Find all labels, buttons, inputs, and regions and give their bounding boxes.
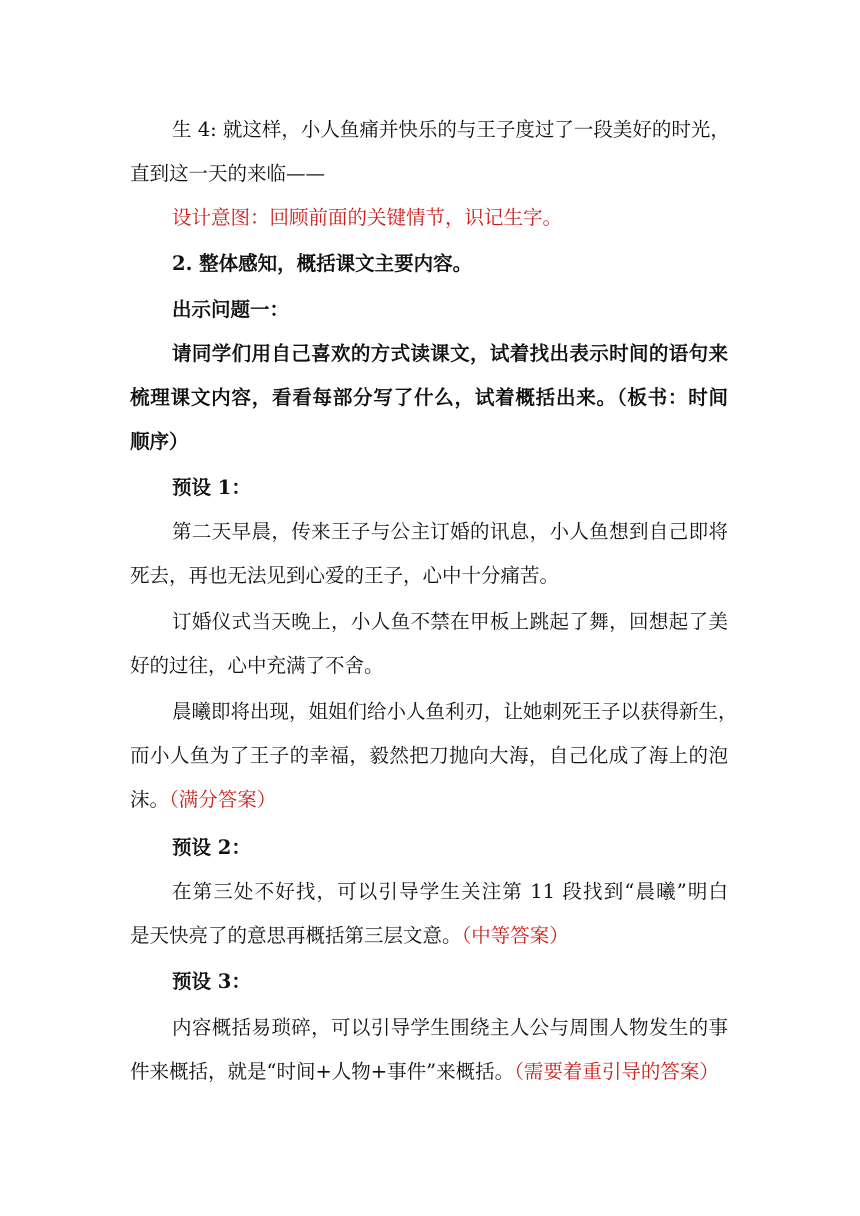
preset-three-line1: 内容概括易琐碎，可以引导学生围绕主人公与周围人物发生的事 [172,1016,728,1039]
preset-two-line1: 在第三处不好找，可以引导学生关注第 11 段找到“晨曦”明白 [172,880,728,903]
preset-one-p3-line3 [130,786,860,814]
question-one-heading: 出示问题一： [172,298,290,321]
preset-two-line2 [130,922,860,950]
question-one-line1: 请同学们用自己喜欢的方式读课文，试着找出表示时间的语句来 [172,342,728,365]
preset-one-p2-line2: 好的过往，心中充满了不舍。 [130,654,384,677]
preset-one-p1-line2: 死去，再也无法见到心爱的王子，心中十分痛苦。 [130,564,560,587]
preset-three-line2-text: 件来概括，就是“时间+人物+事件”来概括。 [130,1060,515,1083]
medium-answer-note: （中等答案） [461,924,569,947]
preset-one-p2-line1: 订婚仪式当天晚上，小人鱼不禁在甲板上跳起了舞，回想起了美 [172,610,728,633]
preset-three-line2 [130,1058,860,1086]
needs-guidance-answer-note: （需要着重引导的答案） [514,1060,719,1083]
preset-two-line2-text: 是天快亮了的意思再概括第三层文意。 [130,924,462,947]
question-one-line3: 顺序） [130,430,189,453]
preset-one-p3-line3-text: 沫。 [130,788,170,811]
preset-one-p1-line1: 第二天早晨，传来王子与公主订婚的讯息，小人鱼想到自己即将 [172,520,728,543]
preset-three-heading: 预设 3： [172,970,251,993]
preset-one-heading: 预设 1： [172,476,251,499]
question-one-line2: 梳理课文内容，看看每部分写了什么，试着概括出来。（板书：时间 [130,386,728,409]
design-intent-note: 设计意图：回顾前面的关键情节，识记生字。 [172,206,563,229]
preset-two-heading: 预设 2： [172,836,251,859]
paragraph-student4-line2: 直到这一天的来临—— [130,162,326,185]
preset-one-p3-line1: 晨曦即将出现，姐姐们给小人鱼利刃，让她刺死王子以获得新生， [172,700,738,723]
preset-one-p3-line2: 而小人鱼为了王子的幸福，毅然把刀抛向大海，自己化成了海上的泡 [130,744,728,767]
section-heading-overall-perception: 2. 整体感知，概括课文主要内容。 [172,252,473,275]
paragraph-student4-line1: 生 4: 就这样，小人鱼痛并快乐的与王子度过了一段美好的时光， [172,118,730,141]
full-score-answer-note: （满分答案） [169,788,277,811]
